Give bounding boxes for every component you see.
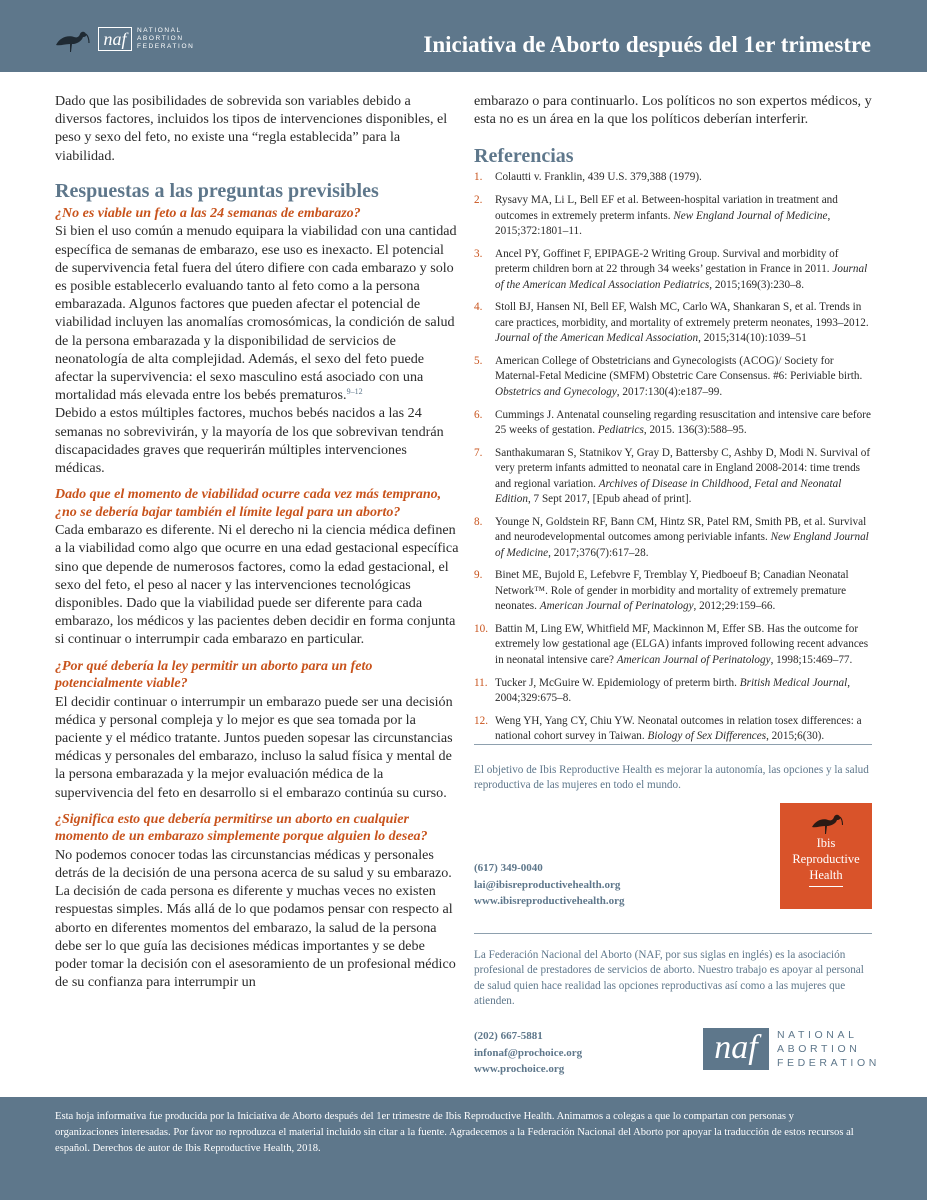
reference-item: 4. Stoll BJ, Hansen NI, Bell EF, Walsh MC, Carlo WA, Shankaran S, et al. Trends in care practices, morbidity, and mortality of extremely preterm neonates, 1993–2012. Journal of the American Medical Association, 2015;314(10):1039–51 (474, 301, 869, 345)
naf-logo-words: NATIONAL ABORTION FEDERATION (777, 1029, 880, 1069)
reference-item: 1. Colautti v. Franklin, 439 U.S. 379,388 (1979). (474, 171, 702, 184)
ibis-phone: (617) 349-0040 (474, 862, 543, 874)
ibis-bird-icon (52, 25, 90, 53)
naf-logo-box: naf (703, 1028, 769, 1070)
reference-item: 11. Tucker J, McGuire W. Epidemiology of preterm birth. British Medical Journal, 2004;329:675–8. (474, 676, 851, 705)
reference-item: 3. Ancel PY, Goffinet F, EPIPAGE-2 Writing Group. Survival and morbidity of preterm children born at 22 through 34 weeks’ gestation in France in 2011. Journal of the American Medical Association Pediatrics, 2015;169(3):230–8. (474, 247, 868, 291)
answer-3: El decidir continuar o interrumpir un embarazo puede ser una decisión médica y personal compleja y lo mejor es que sea tomada por la paciente y el médico tratante. Juntos pueden sopesar las circunstancias médicas y personales del embarazo, incluso la salud física y mental de la persona embarazada y la mejor evaluación médica de la supervivencia del feto en desarrollo si el embarazo continúa su curso. (55, 693, 453, 801)
reference-item: 8. Younge N, Goldstein RF, Bann CM, Hintz SR, Patel RM, Smith PB, et al. Survival and neurodevelopmental outcomes among periviable infants. New England Journal of Medicine, 2017;376(7):617–28. (474, 515, 869, 559)
question-4: ¿Significa esto que debería permitirse un aborto en cualquier momento de un embarazo simplemente porque alguien lo desea? (55, 811, 428, 845)
intro-paragraph: Dado que las posibilidades de sobrevida son variables debido a diversos factores, incluidos los tipos de intervenciones disponibles, el peso y sexo del feto, no existe una “regla establecida” para la viabilidad. (55, 93, 448, 164)
divider-line (474, 933, 872, 934)
page-title: Iniciativa de Aborto después del 1er trimestre (423, 32, 871, 57)
reference-item: 12. Weng YH, Yang CY, Chiu YW. Neonatal outcomes in relation tosex differences: a national cohort survey in Taiwan. Biology of Sex Differences, 2015;6(30). (474, 714, 862, 743)
divider-line (474, 744, 872, 745)
naf-website-link[interactable]: www.prochoice.org (474, 1063, 565, 1075)
naf-logo (703, 1028, 880, 1070)
section-title: Respuestas a las preguntas previsibles (55, 179, 379, 202)
reference-item: 9. Binet ME, Bujold E, Lefebvre F, Tremblay Y, Piedboeuf B; Canadian Neonatal Network™. Role of gender in morbidity and mortality of extremely premature neonates. American Journal of Perinatology, 2012;29:159–66. (474, 569, 849, 613)
naf-email-link[interactable]: infonaf@prochoice.org (474, 1046, 583, 1059)
naf-contact (474, 1028, 582, 1078)
right-column (474, 92, 874, 752)
ibis-mission-text: El objetivo de Ibis Reproductive Health es mejorar la autonomía, las opciones y la salud reproductiva de las mujeres en todo el mundo. (474, 764, 869, 792)
naf-logo-box: naf (98, 27, 132, 51)
answer-4-continued: embarazo o para continuarlo. Los políticos no son expertos médicos, y esta no es un área en la que los políticos deberían interferir. (474, 93, 872, 128)
logo-rule (809, 886, 843, 887)
page-footer (0, 1097, 927, 1200)
references-title: Referencias (474, 145, 574, 168)
naf-phone: (202) 667-5881 (474, 1030, 543, 1042)
footer-text: Esta hoja informativa fue producida por la Iniciativa de Aborto después del 1er trimestre de Ibis Reproductive Health. Animamos a colegas a que lo compartan con personas y organizaciones interesadas. Por favor no reproduzca el material incluido sin citar a la fuente. Agradecemos a la Federación Nacional del Aborto por apoyar la traducción de estos recursos al español. Derechos de autor de Ibis Reproductive Health, 2018. (55, 1111, 854, 1155)
ibis-website-link[interactable]: www.ibisreproductivehealth.org (474, 895, 625, 907)
references-list (474, 170, 874, 744)
question-3: ¿Por qué debería la ley permitir un aborto para un feto potencialmente viable? (55, 658, 373, 692)
answer-2: Cada embarazo es diferente. Ni el derecho ni la ciencia médica definen a la viabilidad como algo que ocurre en una edad gestacional específica sino que depende de numerosos factores, como la edad gestacional, el sexo del feto, el peso al nacer y las intervenciones tecnológicas disponibles. Dado que la viabilidad puede ser diferente para cada embarazo, los médicos y las pacientes deben decidir en forma conjunta si continuar o interrumpir cada embarazo en particular. (55, 522, 459, 648)
citation-superscript: 9–12 (346, 387, 363, 397)
ibis-bird-icon (809, 809, 843, 835)
ibis-email-link[interactable]: lai@ibisreproductivehealth.org (474, 878, 621, 891)
answer-1: Si bien el uso común a menudo equipara la viabilidad con una cantidad específica de semanas de embarazo, ese uso es inexacto. El potencial de supervivencia fetal fuera del útero difiere con cada embarazo y solo es posible establecerlo evaluando tanto al feto como a la persona embarazada. Algunos factores que pueden afectar el potencial de viabilidad incluyen las anomalías cromosómicas, la condición de salud de la persona embarazada y la disponibilidad de servicios de neonatología de alta complejidad. Además, el sexo del feto puede afectar la supervivencia: el sexo masculino está asociado con una mortalidad más elevada entre los bebés prematuros.$^{9-12}$ (55, 223, 457, 404)
question-2: Dado que el momento de viabilidad ocurre cada vez más temprano, ¿no se debería bajar también el límite legal para un aborto? (55, 487, 442, 520)
page-header (0, 0, 927, 72)
ibis-logo: Ibis Reproductive Health (780, 803, 872, 909)
reference-item: 2. Rysavy MA, Li L, Bell EF et al. Between-hospital variation in treatment and outcomes in extremely preterm infants. New England Journal of Medicine, 2015;372:1801–11. (474, 194, 838, 238)
reference-item: 5. American College of Obstetricians and Gynecologists (ACOG)/ Society for Maternal-Fetal Medicine (SMFM) Obstetric Care Consensus. #6: Periviable birth. Obstetrics and Gynecology, 2017:130(4):e187–99. (474, 355, 863, 398)
left-column (55, 92, 460, 991)
reference-item: 10. Battin M, Ling EW, Whitfield MF, Mackinnon M, Effer SB. Has the outcome for extremely low gestational age (ELGA) infants improved following recent advances in neonatal intensive care? American Journal of Perinatology, 1998;15:469–77. (474, 623, 869, 666)
answer-4: No podemos conocer todas las circunstancias médicas y personales detrás de la decisión de una persona acerca de su salud y su embarazo. La decisión de cada persona es diferente y muchas veces no existen respuestas simples. Más allá de lo que podamos pensar con respecto al aborto en diferentes momentos del embarazo, la salud de la persona debe ser lo que guía las decisiones médicas importantes y se debe poder tomar la decisión con el asesoramiento de un profesional médico de su confianza para interrumpir un (55, 846, 456, 991)
reference-item: 7. Santhakumaran S, Statnikov Y, Gray D, Battersby C, Ashby D, Modi N. Survival of very preterm infants admitted to neonatal care in England 2008-2014: time trends and regional variation. Archives of Disease in Childhood, Fetal and Neonatal Edition, 7 Sept 2017, [Epub ahead of print]. (474, 446, 871, 506)
header-logo (52, 24, 194, 54)
reference-item: 6. Cummings J. Antenatal counseling regarding resuscitation and intensive care before 25 weeks of gestation. Pediatrics, 2015. 136(3):588–95. (474, 408, 871, 437)
question-1: ¿No es viable un feto a las 24 semanas de embarazo? (55, 205, 361, 221)
naf-mission-text: La Federación Nacional del Aborto (NAF, por sus siglas en inglés) es la asociación profesional de prestadores de servicios de aborto. Nuestro trabajo es apoyar al personal de salud quien hace realidad las opciones reproductivas así como a las mujeres que atienden. (474, 949, 864, 1008)
naf-logo-words: NATIONAL ABORTION FEDERATION (137, 27, 195, 50)
answer-1-continued: Debido a estos múltiples factores, muchos bebés nacidos a las 24 semanas no sobrevivirán, y la mayoría de los que sobrevivan tendrán discapacidades graves que requerirán múltiples intervenciones médicas. (55, 405, 444, 476)
ibis-contact (474, 860, 625, 910)
